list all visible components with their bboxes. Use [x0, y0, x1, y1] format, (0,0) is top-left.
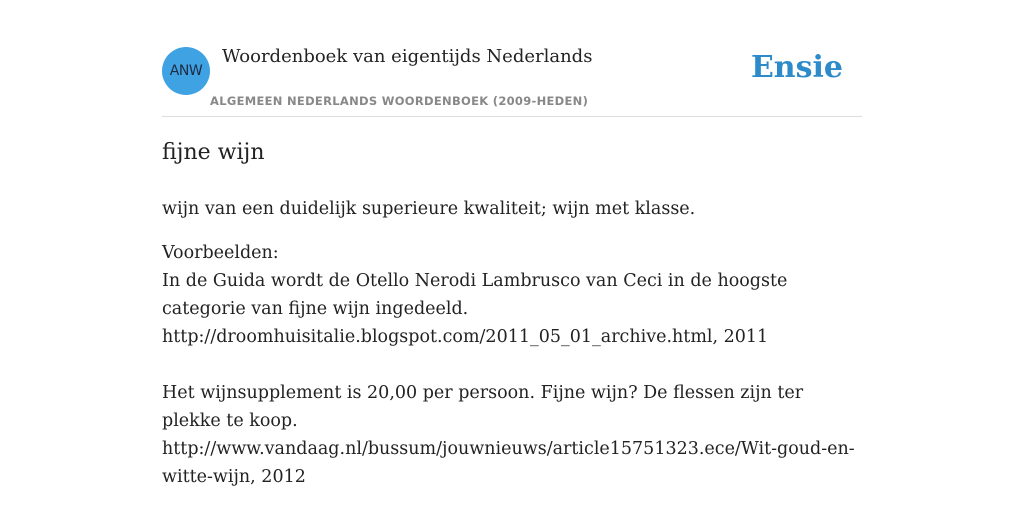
definition: wijn van een duidelijk superieure kwaliteit; wijn met klasse.: [162, 199, 696, 219]
example-source: http://droomhuisitalie.blogspot.com/2011_05_01_archive.html, 2011: [162, 327, 769, 347]
headword: fijne wijn: [162, 140, 265, 165]
dictionary-subtitle: ALGEMEEN NEDERLANDS WOORDENBOEK (2009-HEDEN): [210, 94, 589, 108]
dictionary-title: Woordenboek van eigentijds Nederlands: [222, 46, 593, 67]
example-item: [162, 379, 862, 491]
page-container: [162, 0, 862, 487]
site-header: [162, 0, 862, 117]
anw-logo[interactable]: ANW: [162, 47, 210, 95]
example-text: Het wijnsupplement is 20,00 per persoon. Fijne wijn? De flessen zijn ter plekke te koop.: [162, 383, 804, 431]
example-source: http://www.vandaag.nl/bussum/jouwnieuws/article15751323.ece/Wit-goud-en-witte-wijn, 2012: [162, 439, 855, 487]
examples-label: Voorbeelden:: [162, 243, 279, 263]
example-text: In de Guida wordt de Otello Nerodi Lambrusco van Ceci in de hoogste categorie van fijne wijn ingedeeld.: [162, 271, 788, 319]
examples-section: [162, 239, 862, 491]
ensie-brand-logo[interactable]: Ensie: [750, 50, 843, 85]
example-item: [162, 267, 862, 351]
